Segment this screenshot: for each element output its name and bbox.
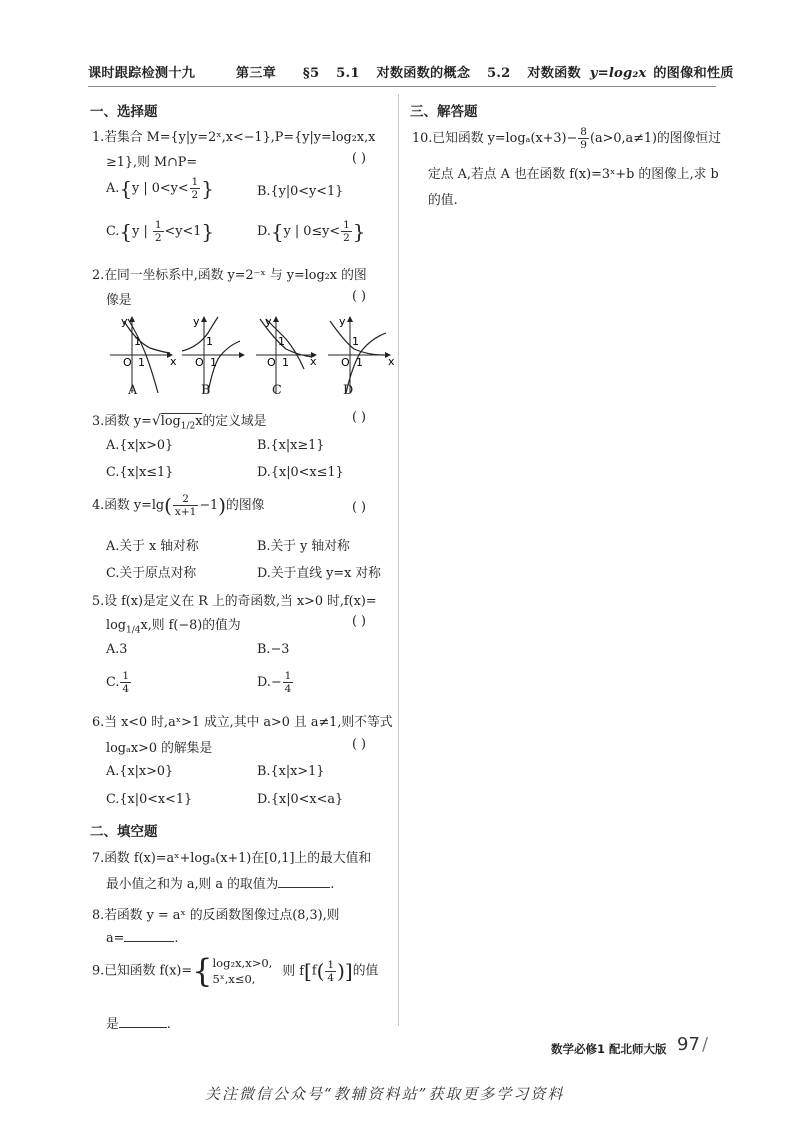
q2-label-d: D bbox=[343, 383, 354, 398]
q4-answer-paren[interactable]: ( ) bbox=[352, 500, 367, 515]
q8-line2: a= . bbox=[106, 931, 179, 946]
page-header bbox=[88, 62, 734, 81]
q10-line1: 10.已知函数 y=logₐ(x+3)− $\frac{8}{9}$ (a>0,a≠1)的图像恒过 bbox=[412, 126, 721, 151]
q1-option-a: A.{y | 0<y< $\frac{1}{2}$ } bbox=[106, 176, 214, 201]
header-formula: y=log₂x bbox=[589, 66, 647, 81]
q5-line1: 5.设 f(x)是定义在 R 上的奇函数,当 x>0 时,f(x)= bbox=[92, 594, 377, 609]
q2-label-b: B bbox=[201, 383, 211, 398]
header-section: §5 bbox=[302, 66, 320, 81]
q5-option-c: C. $\frac{1}{4}$ bbox=[106, 670, 130, 695]
q10-line3: 的值. bbox=[428, 193, 458, 208]
q2-c-origin: O bbox=[267, 356, 276, 369]
q4-option-c: C.关于原点对称 bbox=[106, 566, 197, 581]
q3-option-b: B.{x|x≥1} bbox=[257, 438, 325, 453]
q2-graph-a[interactable] bbox=[110, 315, 177, 393]
q2-d-one-y: 1 bbox=[352, 335, 359, 348]
q8-line1: 8.若函数 y = aˣ 的反函数图像过点(8,3),则 bbox=[92, 908, 340, 923]
q2-c-one-y: 1 bbox=[278, 335, 285, 348]
q1-option-c: C.{y | $\frac{1}{2}$ <y<1} bbox=[106, 219, 215, 244]
q2-graph-d[interactable] bbox=[328, 315, 395, 393]
q2-d-y-label: y bbox=[339, 315, 346, 328]
q6-option-c: C.{x|0<x<1} bbox=[106, 792, 193, 807]
section-choice-title: 一、选择题 bbox=[90, 104, 158, 120]
q6-line2: logₐx>0 的解集是 bbox=[106, 741, 213, 756]
q2-b-origin: O bbox=[195, 356, 204, 369]
q6-option-b: B.{x|x>1} bbox=[257, 764, 325, 779]
q7-line2: 最小值之和为 a,则 a 的取值为 . bbox=[106, 877, 335, 892]
q1-answer-paren[interactable]: ( ) bbox=[352, 151, 367, 166]
q4-option-a: A.关于 x 轴对称 bbox=[106, 539, 199, 554]
q2-line2: 像是 bbox=[106, 293, 132, 308]
q7-answer-blank[interactable] bbox=[278, 876, 330, 888]
q8-answer-blank[interactable] bbox=[124, 930, 174, 942]
q1-option-b: B.{y|0<y<1} bbox=[257, 184, 344, 199]
page-number: 97 bbox=[677, 1034, 700, 1055]
q2-a-one: 1 bbox=[138, 356, 145, 369]
q2-b-one-y: 1 bbox=[206, 335, 213, 348]
header-sub2-title: 对数函数 bbox=[527, 66, 581, 81]
q2-graph-c[interactable] bbox=[256, 315, 317, 393]
q3-option-c: C.{x|x≤1} bbox=[106, 465, 174, 480]
header-sub1-title: 对数函数的概念 bbox=[376, 66, 471, 81]
header-tail: 的图像和性质 bbox=[653, 66, 734, 81]
q4-option-d: D.关于直线 y=x 对称 bbox=[257, 566, 381, 581]
q2-graph-b[interactable] bbox=[182, 315, 244, 393]
section-answer-title: 三、解答题 bbox=[410, 104, 478, 120]
q1-line2: ≥1},则 M∩P= bbox=[106, 155, 198, 170]
q4-option-b: B.关于 y 轴对称 bbox=[257, 539, 350, 554]
q3-option-a: A.{x|x>0} bbox=[106, 438, 174, 453]
q2-b-y-label: y bbox=[193, 315, 200, 328]
q2-c-x-label: x bbox=[310, 355, 317, 368]
q3-stem: 3.函数 $y=√\log_{1/2}x$的定义域是 bbox=[92, 413, 267, 432]
q2-c-y-label: y bbox=[265, 315, 272, 328]
header-sub2: 5.2 bbox=[487, 66, 511, 81]
q2-c-one: 1 bbox=[282, 356, 289, 369]
q6-option-a: A.{x|x>0} bbox=[106, 764, 174, 779]
q2-a-origin: O bbox=[123, 356, 132, 369]
header-rule bbox=[88, 86, 716, 87]
q2-a-x-label: x bbox=[170, 355, 177, 368]
q2-b-one: 1 bbox=[210, 356, 217, 369]
q5-option-b: B.−3 bbox=[257, 642, 290, 657]
q2-label-c: C bbox=[272, 383, 282, 398]
q2-label-a: A bbox=[128, 383, 138, 398]
q6-answer-paren[interactable]: ( ) bbox=[352, 737, 367, 752]
q2-line1: 2.在同一坐标系中,函数 y=2⁻ˣ 与 y=log₂x 的图 bbox=[92, 268, 367, 283]
q7-line1: 7.函数 f(x)=aˣ+logₐ(x+1)在[0,1]上的最大值和 bbox=[92, 851, 372, 866]
q2-a-y-label: y bbox=[121, 315, 128, 328]
page-slash: / bbox=[702, 1034, 709, 1055]
q2-d-x-label: x bbox=[388, 355, 395, 368]
q5-line2: $\log_{1/4}x$,则 f(−8)的值为 bbox=[106, 618, 241, 636]
q4-stem: 4.函数 y=lg( $\frac{2}{x+1}$ −1)的图像 bbox=[92, 493, 265, 518]
q5-option-a: A.3 bbox=[106, 642, 128, 657]
q6-option-d: D.{x|0<x<a} bbox=[257, 792, 344, 807]
q5-answer-paren[interactable]: ( ) bbox=[352, 614, 367, 629]
q2-a-one-y: 1 bbox=[134, 335, 141, 348]
column-divider bbox=[398, 94, 399, 1026]
q3-answer-paren[interactable]: ( ) bbox=[352, 410, 367, 425]
q2-graph-set bbox=[106, 315, 406, 397]
q9-stem: 9.已知函数 f(x)={log₂x,x>0, 5ˣ,x≤0, 则 f[f( $\frac{1}{4}$ )]的值 bbox=[92, 952, 379, 990]
q10-line2: 定点 A,若点 A 也在函数 f(x)=3ˣ+b 的图像上,求 b bbox=[428, 167, 719, 182]
footer-book-title: 数学必修1 配北师大版 bbox=[551, 1042, 667, 1056]
q9-line2: 是 . bbox=[106, 1017, 171, 1032]
footer-watermark-note: 关注微信公众号“教辅资料站”获取更多学习资料 bbox=[205, 1085, 565, 1103]
header-chapter: 第三章 bbox=[235, 66, 277, 81]
q5-option-d: D.− $\frac{1}{4}$ bbox=[257, 670, 292, 695]
q6-line1: 6.当 x<0 时,aˣ>1 成立,其中 a>0 且 a≠1,则不等式 bbox=[92, 715, 393, 730]
q1-line1: 1.若集合 M={y|y=2ˣ,x<−1},P={y|y=log₂x,x bbox=[92, 130, 376, 145]
q9-answer-blank[interactable] bbox=[119, 1016, 167, 1028]
header-sub1: 5.1 bbox=[336, 66, 360, 81]
q1-option-d: D.{y | 0≤y< $\frac{1}{2}$ } bbox=[257, 219, 366, 244]
q3-option-d: D.{x|0<x≤1} bbox=[257, 465, 344, 480]
section-fill-title: 二、填空题 bbox=[90, 824, 158, 840]
header-lesson: 课时跟踪检测十九 bbox=[88, 66, 196, 81]
q2-answer-paren[interactable]: ( ) bbox=[352, 289, 367, 304]
q2-d-one: 1 bbox=[356, 356, 363, 369]
q2-d-origin: O bbox=[341, 356, 350, 369]
